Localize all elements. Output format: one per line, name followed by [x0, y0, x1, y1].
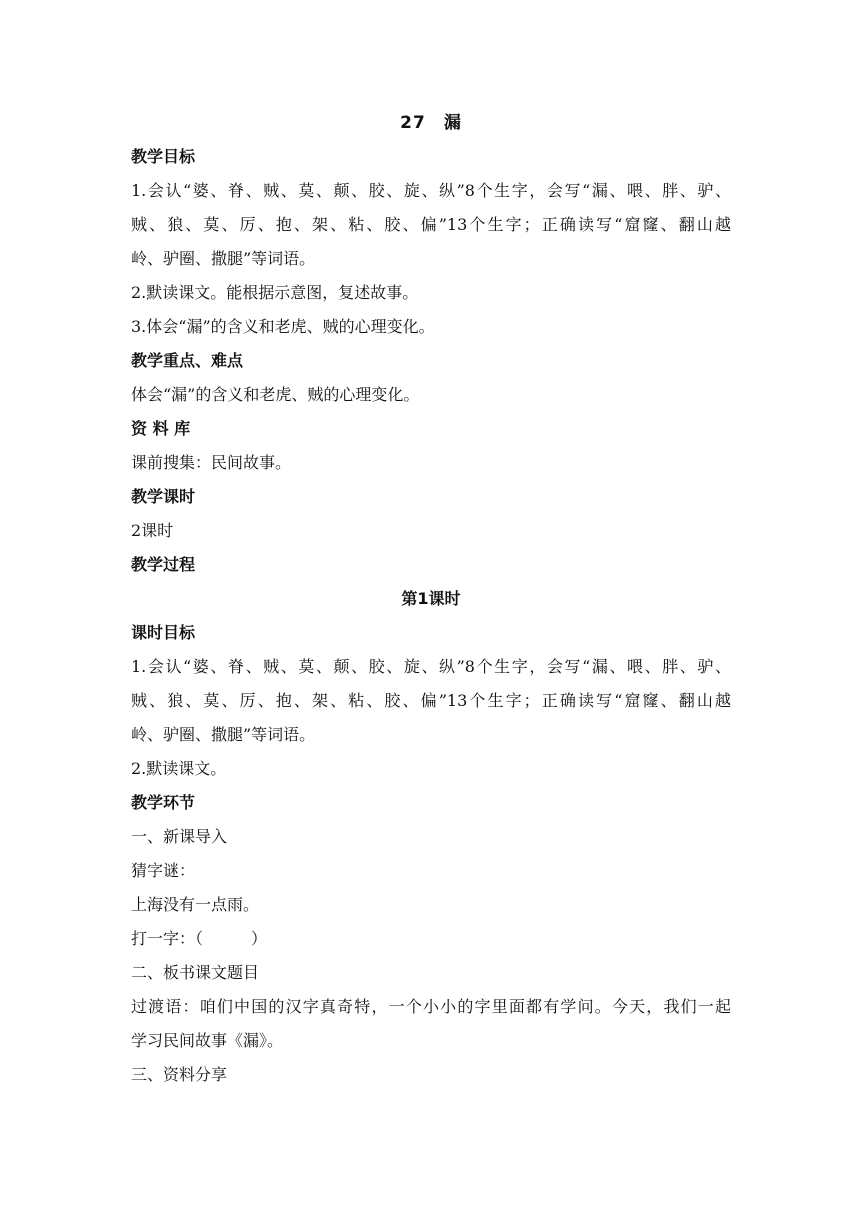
step-1: 一、新课导入 — [131, 827, 228, 846]
transition-line-2: 学习民间故事《漏》。 — [131, 1031, 284, 1050]
lesson-goal-2: 2.默读课文。 — [131, 759, 227, 778]
resource-heading: 资 料 库 — [131, 419, 191, 438]
riddle-text: 上海没有一点雨。 — [131, 895, 260, 914]
steps-heading: 教学环节 — [131, 793, 196, 812]
goal-3: 3.体会“漏”的含义和老虎、贼的心理变化。 — [131, 317, 435, 336]
goal-2: 2.默读课文。能根据示意图，复述故事。 — [131, 283, 419, 302]
process-heading: 教学过程 — [131, 555, 196, 574]
document-body — [131, 106, 731, 1092]
lesson-goals-heading: 课时目标 — [131, 623, 196, 642]
hours-heading: 教学课时 — [131, 487, 196, 506]
riddle-intro: 猜字谜： — [131, 861, 196, 880]
lesson-title: 27 漏 — [400, 113, 462, 133]
goal-1-line-2: 贼、狼、莫、厉、抱、架、粘、胶、偏”13个生字；正确读写“窟窿、翻山越 — [131, 215, 731, 234]
goals-heading: 教学目标 — [131, 147, 196, 166]
step-3: 三、资料分享 — [131, 1065, 228, 1084]
riddle-answer: 打一字：（ ） — [131, 929, 268, 948]
lesson-goal-1-line-2: 贼、狼、莫、厉、抱、架、粘、胶、偏”13个生字；正确读写“窟窿、翻山越 — [131, 691, 731, 710]
goal-1-line-1: 1.会认“婆、脊、贼、莫、颠、胶、旋、纵”8个生字，会写“漏、喂、胖、驴、 — [131, 181, 731, 200]
hours-text: 2课时 — [131, 521, 174, 540]
lesson-goal-1-line-3: 岭、驴圈、撒腿”等词语。 — [131, 725, 316, 744]
lesson-1-title: 第1课时 — [401, 589, 461, 608]
goal-1-line-3: 岭、驴圈、撒腿”等词语。 — [131, 249, 316, 268]
step-2: 二、板书课文题目 — [131, 963, 260, 982]
key-points-heading: 教学重点、难点 — [131, 351, 244, 370]
resource-text: 课前搜集：民间故事。 — [131, 453, 292, 472]
transition-line-1: 过渡语：咱们中国的汉字真奇特，一个小小的字里面都有学问。今天，我们一起 — [131, 997, 731, 1016]
key-points-text: 体会“漏”的含义和老虎、贼的心理变化。 — [131, 385, 420, 404]
lesson-goal-1-line-1: 1.会认“婆、脊、贼、莫、颠、胶、旋、纵”8个生字，会写“漏、喂、胖、驴、 — [131, 657, 731, 676]
